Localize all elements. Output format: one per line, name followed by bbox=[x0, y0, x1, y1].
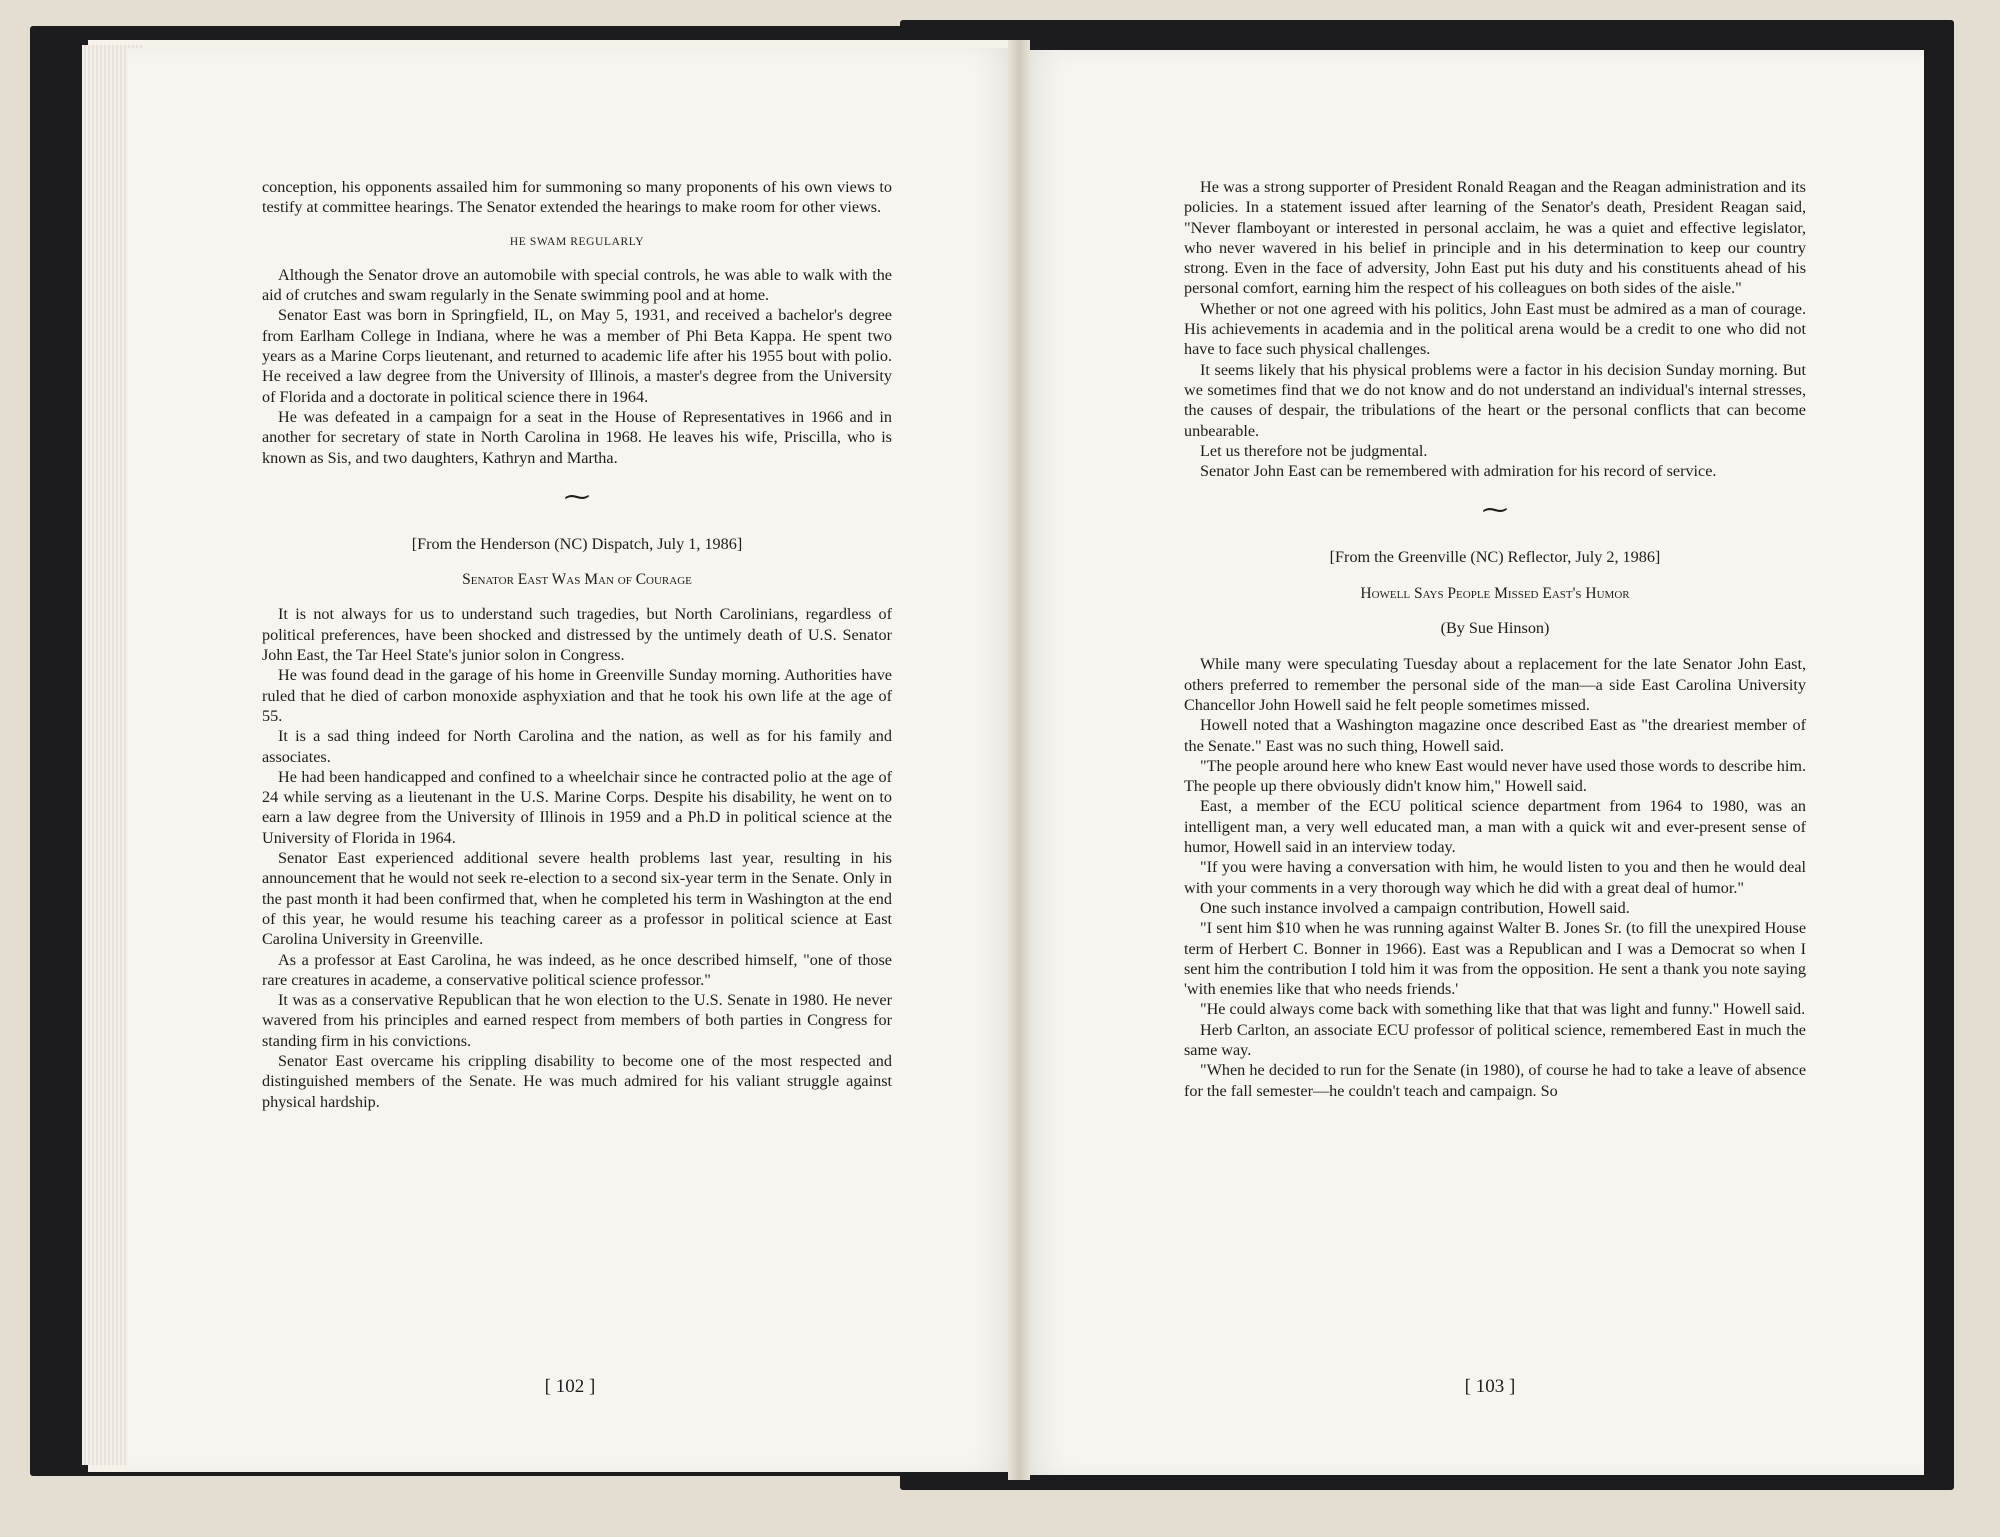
paragraph: "When he decided to run for the Senate (in 1980), of course he had to take a leave of absence for the fall semester—he couldn't teach and campaign. So bbox=[1184, 1061, 1806, 1100]
ornament-divider: ⁓ bbox=[1482, 495, 1508, 525]
article-heading: Senator East Was Man of Courage bbox=[462, 571, 692, 589]
paragraph: conception, his opponents assailed him for summoning so many proponents of his own views to testify at committee hearings. The Senator extended the hearings to make room for other views. bbox=[262, 178, 892, 217]
paragraph: "He could always come back with something like that that was light and funny." Howell said. bbox=[1200, 1000, 1806, 1019]
paragraph: It is a sad thing indeed for North Carolina and the nation, as well as for his family and associates. bbox=[262, 727, 892, 766]
paragraph: It was as a conservative Republican that he won election to the U.S. Senate in 1980. He never wavered from his principles and earned respect from members of both parties in Congress for standing firm in his convictions. bbox=[262, 991, 892, 1050]
paragraph: Although the Senator drove an automobile with special controls, he was able to walk with the aid of crutches and swam regularly in the Senate swimming pool and at home. bbox=[262, 265, 892, 305]
left-page-text bbox=[262, 177, 892, 1112]
paragraph: He had been handicapped and confined to a wheelchair since he contracted polio at the age of 24 while serving as a lieutenant in the U.S. Marine Corps. Despite his disability, he went on to earn a law degree from the University of Illinois in 1959 and a Ph.D in political science at the University of Florida in 1964. bbox=[262, 767, 892, 847]
ornament-divider: ⁓ bbox=[564, 481, 590, 511]
byline: (By Sue Hinson) bbox=[1440, 619, 1550, 638]
page-number-left: [ 102 ] bbox=[544, 1376, 596, 1397]
paragraph: "I sent him $10 when he was running against Walter B. Jones Sr. (to fill the unexpired House term of Herbert C. Bonner in 1966). East was a Republican and I was a Democrat so when I sent him the contribution I told him it was from the opposition. He sent a thank you note saying 'with enemies like that who needs friends.' bbox=[1184, 919, 1806, 999]
paragraph: Howell noted that a Washington magazine once described East as "the dreariest member of the Senate." East was no such thing, Howell said. bbox=[1184, 716, 1806, 755]
paragraph: He was defeated in a campaign for a seat in the House of Representatives in 1966 and in another for secretary of state in North Carolina in 1968. He leaves his wife, Priscilla, who is known as Sis, and two daughters, Kathryn and Martha. bbox=[262, 407, 892, 467]
paragraph: Senator East overcame his crippling disability to become one of the most respected and distinguished members of the Senate. He was much admired for his valiant struggle against physical hardship. bbox=[262, 1051, 892, 1111]
paragraph: It is not always for us to understand such tragedies, but North Carolinians, regardless of political preferences, have been shocked and distressed by the untimely death of U.S. Senator John East, the Tar Heel State's junior solon in Congress. bbox=[262, 605, 892, 665]
book-gutter bbox=[1008, 40, 1030, 1480]
paragraph: As a professor at East Carolina, he was indeed, as he once described himself, "one of those rare creatures in academe, a conservative political science professor." bbox=[262, 950, 892, 989]
right-page-text bbox=[1184, 177, 1806, 1101]
page-number-right: [ 103 ] bbox=[1464, 1376, 1516, 1397]
source-citation: [From the Greenville (NC) Reflector, July 2, 1986] bbox=[1329, 548, 1661, 567]
paragraph: "If you were having a conversation with him, he would listen to you and then he would deal with your comments in a very thorough way which he did with a great deal of humor." bbox=[1184, 858, 1806, 897]
paragraph: Senator East was born in Springfield, IL, on May 5, 1931, and received a bachelor's degree from Earlham College in Indiana, where he was a member of Phi Beta Kappa. He spent two years as a Marine Corps lieutenant, and returned to academic life after his 1955 bout with polio. He received a law degree from the University of Illinois, a master's degree from the University of Florida and a doctorate in political science there in 1964. bbox=[262, 306, 892, 406]
paragraph: Whether or not one agreed with his politics, John East must be admired as a man of courage. His achievements in academia and in the political arena would be a credit to one who did not have to face such physical challenges. bbox=[1184, 299, 1806, 359]
paragraph: He was found dead in the garage of his home in Greenville Sunday morning. Authorities have ruled that he died of carbon monoxide asphyxiation and that he took his own life at the age of 55. bbox=[262, 666, 892, 725]
paragraph: Herb Carlton, an associate ECU professor of political science, remembered East in much the same way. bbox=[1184, 1020, 1806, 1059]
paragraph: One such instance involved a campaign contribution, Howell said. bbox=[1200, 898, 1630, 917]
paragraph: Let us therefore not be judgmental. bbox=[1200, 441, 1428, 460]
paragraph: He was a strong supporter of President Ronald Reagan and the Reagan administration and its policies. In a statement issued after learning of the Senator's death, President Reagan said, "Never flamboyant or interested in personal acclaim, he was a quiet and effective legislator, who never wavered in his belief in principle and in his determination to keep our country strong. Even in the face of adversity, John East put his duty and his constituents ahead of his personal comfort, earning him the respect of his colleagues on both sides of the aisle." bbox=[1184, 178, 1806, 298]
source-citation: [From the Henderson (NC) Dispatch, July 1, 1986] bbox=[411, 534, 743, 553]
paragraph: "The people around here who knew East would never have used those words to describe him. The people up there obviously didn't know him," Howell said. bbox=[1184, 756, 1806, 796]
paragraph: Senator John East can be remembered with admiration for his record of service. bbox=[1200, 462, 1717, 481]
section-heading: HE SWAM REGULARLY bbox=[509, 235, 645, 248]
article-heading: Howell Says People Missed East's Humor bbox=[1360, 584, 1630, 602]
paragraph: East, a member of the ECU political science department from 1964 to 1980, was an intelligent man, a very well educated man, a man with a quick wit and ever-present sense of humor, Howell said in an interview today. bbox=[1184, 797, 1806, 857]
paragraph: It seems likely that his physical problems were a factor in his decision Sunday morning. But we sometimes find that we do not know and do not understand an individual's internal stresses, the causes of despair, the tribulations of the heart or the personal conflicts that can become unbearable. bbox=[1184, 360, 1806, 440]
paragraph: While many were speculating Tuesday about a replacement for the late Senator John East, others preferred to remember the personal side of the man—a side East Carolina University Chancellor John Howell said he felt people sometimes missed. bbox=[1184, 655, 1806, 714]
paragraph: Senator East experienced additional severe health problems last year, resulting in his announcement that he would not seek re-election to a second six-year term in the Senate. Only in the past month it had been confirmed that, when he completed his term in Washington at the end of this year, he would resume his teaching career as a professor in political science at East Carolina University in Greenville. bbox=[262, 849, 892, 949]
